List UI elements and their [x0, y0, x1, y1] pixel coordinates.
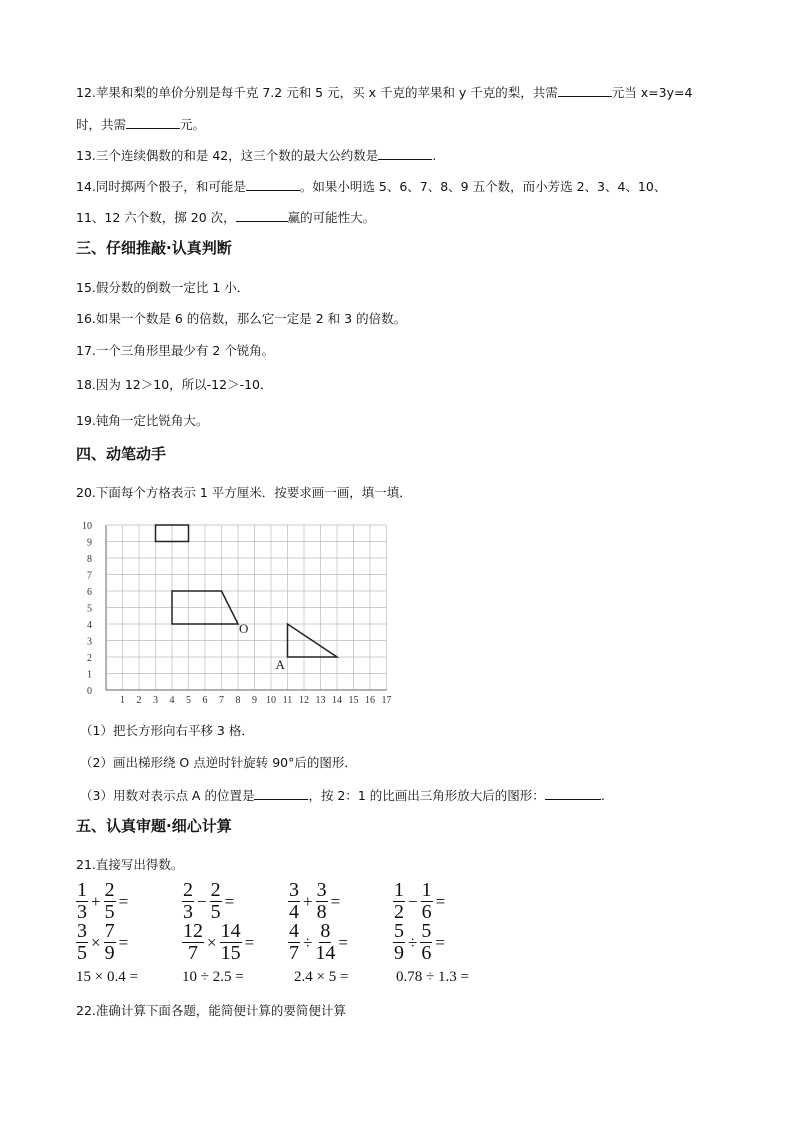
fraction [288, 921, 300, 964]
fraction-expression [288, 880, 340, 923]
y-tick-label: 6 [87, 587, 92, 598]
x-tick-label: 7 [219, 695, 224, 706]
y-axis-tick-labels [82, 521, 92, 697]
x-tick-label: 4 [169, 695, 175, 706]
fraction-expression [76, 880, 128, 923]
fraction [316, 880, 328, 923]
equals-sign: = [224, 891, 235, 911]
x-tick-label: 9 [252, 695, 257, 706]
question-14-line-2 [76, 208, 375, 227]
denominator: 5 [77, 942, 87, 964]
question-12-text-b: 元当 x=3y=4 [611, 85, 693, 100]
point-a-label: A [275, 657, 285, 672]
section-5-heading: 五、认真审题·细心计算 [76, 817, 232, 835]
fraction-expression [182, 921, 254, 964]
numerator: 1 [394, 879, 404, 901]
denominator: 15 [220, 942, 241, 964]
fraction-expression [393, 921, 445, 964]
x-tick-label: 2 [136, 695, 142, 706]
x-tick-label: 5 [186, 695, 191, 706]
question-20-part-3-text-a: （3）用数对表示点 A 的位置是 [80, 788, 255, 803]
fraction [393, 880, 405, 923]
denominator: 7 [289, 942, 299, 964]
operator: ÷ [408, 932, 418, 952]
equals-sign: = [435, 891, 446, 911]
operator: × [207, 932, 217, 952]
y-tick-label: 5 [87, 603, 92, 615]
denominator: 6 [421, 942, 432, 964]
denominator: 9 [104, 942, 115, 964]
numerator: 3 [77, 920, 87, 942]
section-4-heading: 四、动笔动手 [76, 445, 167, 463]
fraction-expression [288, 921, 348, 964]
denominator: 14 [315, 942, 336, 964]
y-tick-label: 0 [87, 686, 92, 697]
question-14-text-b: 。如果小明选 5、6、7、8、9 五个数，而小芳选 2、3、4、10、 [299, 179, 667, 194]
y-tick-label: 10 [82, 521, 92, 532]
fraction-expression [76, 921, 128, 964]
numerator: 1 [77, 879, 87, 901]
denominator: 6 [421, 901, 432, 923]
fraction [182, 921, 204, 964]
section-3-heading: 三、仔细推敲·认真判断 [76, 239, 232, 257]
operator: + [303, 891, 313, 911]
question-16: 16.如果一个数是 6 的倍数，那么它一定是 2 和 3 的倍数。 [76, 311, 407, 326]
answer-blank[interactable] [545, 786, 601, 800]
question-12-text-a: 12.苹果和梨的单价分别是每千克 7.2 元和 5 元，买 x 千克的苹果和 y 千克的梨，共需 [76, 85, 558, 100]
y-tick-label: 3 [87, 636, 92, 648]
x-tick-label: 11 [282, 695, 293, 706]
decimal-expression: 15 × 0.4 = [76, 969, 138, 985]
decimal-expression: 10 ÷ 2.5 = [182, 969, 244, 985]
x-tick-label: 1 [120, 695, 125, 706]
decimal-expression: 2.4 × 5 = [294, 969, 349, 985]
question-20-part-3-period: . [600, 788, 605, 803]
fraction [393, 921, 405, 964]
denominator: 4 [289, 901, 299, 923]
fraction [76, 921, 88, 964]
numerator: 4 [289, 920, 299, 942]
equals-sign: = [118, 891, 129, 911]
equals-sign: = [244, 932, 255, 952]
fraction [421, 880, 433, 923]
numerator: 1 [421, 879, 432, 901]
fraction [420, 921, 432, 964]
answer-blank[interactable] [246, 177, 300, 191]
question-20-part-3-text-b: ，按 2：1 的比画出三角形放大后的图形： [308, 788, 545, 803]
denominator: 9 [394, 942, 404, 964]
question-18: 18.因为 12＞10，所以-12＞-10． [76, 377, 273, 392]
question-15: 15.假分数的倒数一定比 1 小． [76, 280, 250, 295]
x-tick-label: 6 [202, 695, 208, 706]
question-13-text: 13.三个连续偶数的和是 42，这三个数的最大公约数是 [76, 148, 379, 163]
x-tick-label: 17 [381, 695, 392, 706]
fraction [104, 921, 116, 964]
numerator: 3 [289, 879, 299, 901]
denominator: 8 [316, 901, 327, 923]
grid-lines [106, 525, 387, 690]
x-tick-label: 12 [299, 695, 309, 706]
fraction [220, 921, 242, 964]
denominator: 3 [183, 901, 193, 923]
numerator: 5 [421, 920, 432, 942]
question-14-line-1 [76, 177, 666, 196]
question-14-text-a: 14.同时掷两个骰子，和可能是 [76, 179, 246, 194]
y-tick-label: 1 [87, 669, 92, 681]
x-axis-tick-labels [120, 695, 392, 706]
question-22: 22.准确计算下面各题，能简便计算的要简便计算 [76, 1003, 346, 1018]
equals-sign: = [330, 891, 341, 911]
fraction [182, 880, 194, 923]
numerator: 2 [210, 879, 221, 901]
fraction [315, 921, 335, 964]
operator: + [91, 891, 101, 911]
fraction [210, 880, 222, 923]
question-12-line-2 [76, 115, 205, 134]
denominator: 3 [77, 901, 87, 923]
fraction-expression [182, 880, 234, 923]
question-19: 19.钝角一定比锐角大。 [76, 413, 209, 428]
coordinate-grid-figure[interactable] [78, 516, 392, 706]
question-13-period: . [432, 148, 437, 163]
question-20-part-3 [80, 786, 605, 805]
numerator: 2 [104, 879, 115, 901]
equals-sign: = [338, 932, 348, 952]
fraction-expression [393, 880, 445, 923]
denominator: 5 [210, 901, 221, 923]
operator: ÷ [303, 932, 313, 952]
equals-sign: = [118, 932, 129, 952]
answer-blank[interactable] [378, 146, 432, 160]
question-13 [76, 146, 436, 165]
operator: × [91, 932, 101, 952]
question-14-text-c: 11、12 六个数，掷 20 次， [76, 210, 236, 225]
decimal-expression: 0.78 ÷ 1.3 = [396, 969, 469, 985]
equals-sign: = [435, 932, 445, 952]
question-12-text-d: 元。 [180, 117, 206, 132]
x-tick-label: 14 [332, 695, 342, 706]
denominator: 2 [394, 901, 404, 923]
question-14-text-d: 赢的可能性大。 [287, 210, 376, 225]
operator: − [408, 891, 418, 911]
question-12-line-1 [76, 83, 692, 102]
answer-blank[interactable] [126, 115, 180, 129]
numerator: 7 [104, 920, 115, 942]
question-20-part-2: （2）画出梯形绕 O 点逆时针旋转 90°后的图形． [80, 755, 357, 770]
denominator: 5 [104, 901, 115, 923]
question-12-text-c: 时，共需 [76, 117, 127, 132]
numerator: 14 [220, 920, 241, 942]
y-tick-label: 9 [87, 537, 92, 549]
y-tick-label: 8 [87, 554, 92, 565]
numerator: 3 [316, 879, 327, 901]
numerator: 2 [183, 879, 193, 901]
fraction [288, 880, 300, 923]
numerator: 8 [320, 920, 331, 942]
x-tick-label: 10 [266, 695, 276, 706]
y-tick-label: 4 [87, 620, 92, 631]
numerator: 12 [183, 920, 203, 942]
x-tick-label: 16 [365, 695, 375, 706]
fraction [76, 880, 88, 923]
x-tick-label: 13 [315, 695, 326, 706]
denominator: 7 [188, 942, 198, 964]
fraction [104, 880, 116, 923]
x-tick-label: 15 [348, 695, 359, 706]
numerator: 5 [394, 920, 404, 942]
question-17: 17.一个三角形里最少有 2 个锐角。 [76, 343, 275, 358]
answer-blank[interactable] [254, 786, 308, 800]
y-tick-label: 2 [87, 653, 92, 664]
question-20: 20.下面每个方格表示 1 平方厘米．按要求画一画，填一填． [76, 485, 412, 500]
x-tick-label: 3 [153, 695, 158, 706]
answer-blank[interactable] [236, 208, 288, 222]
x-tick-label: 8 [235, 695, 241, 706]
answer-blank[interactable] [558, 83, 612, 97]
question-20-part-1: （1）把长方形向右平移 3 格． [80, 723, 254, 738]
operator: − [197, 891, 207, 911]
question-21: 21.直接写出得数。 [76, 857, 184, 872]
y-tick-label: 7 [87, 570, 92, 582]
point-o-label: O [239, 621, 249, 636]
